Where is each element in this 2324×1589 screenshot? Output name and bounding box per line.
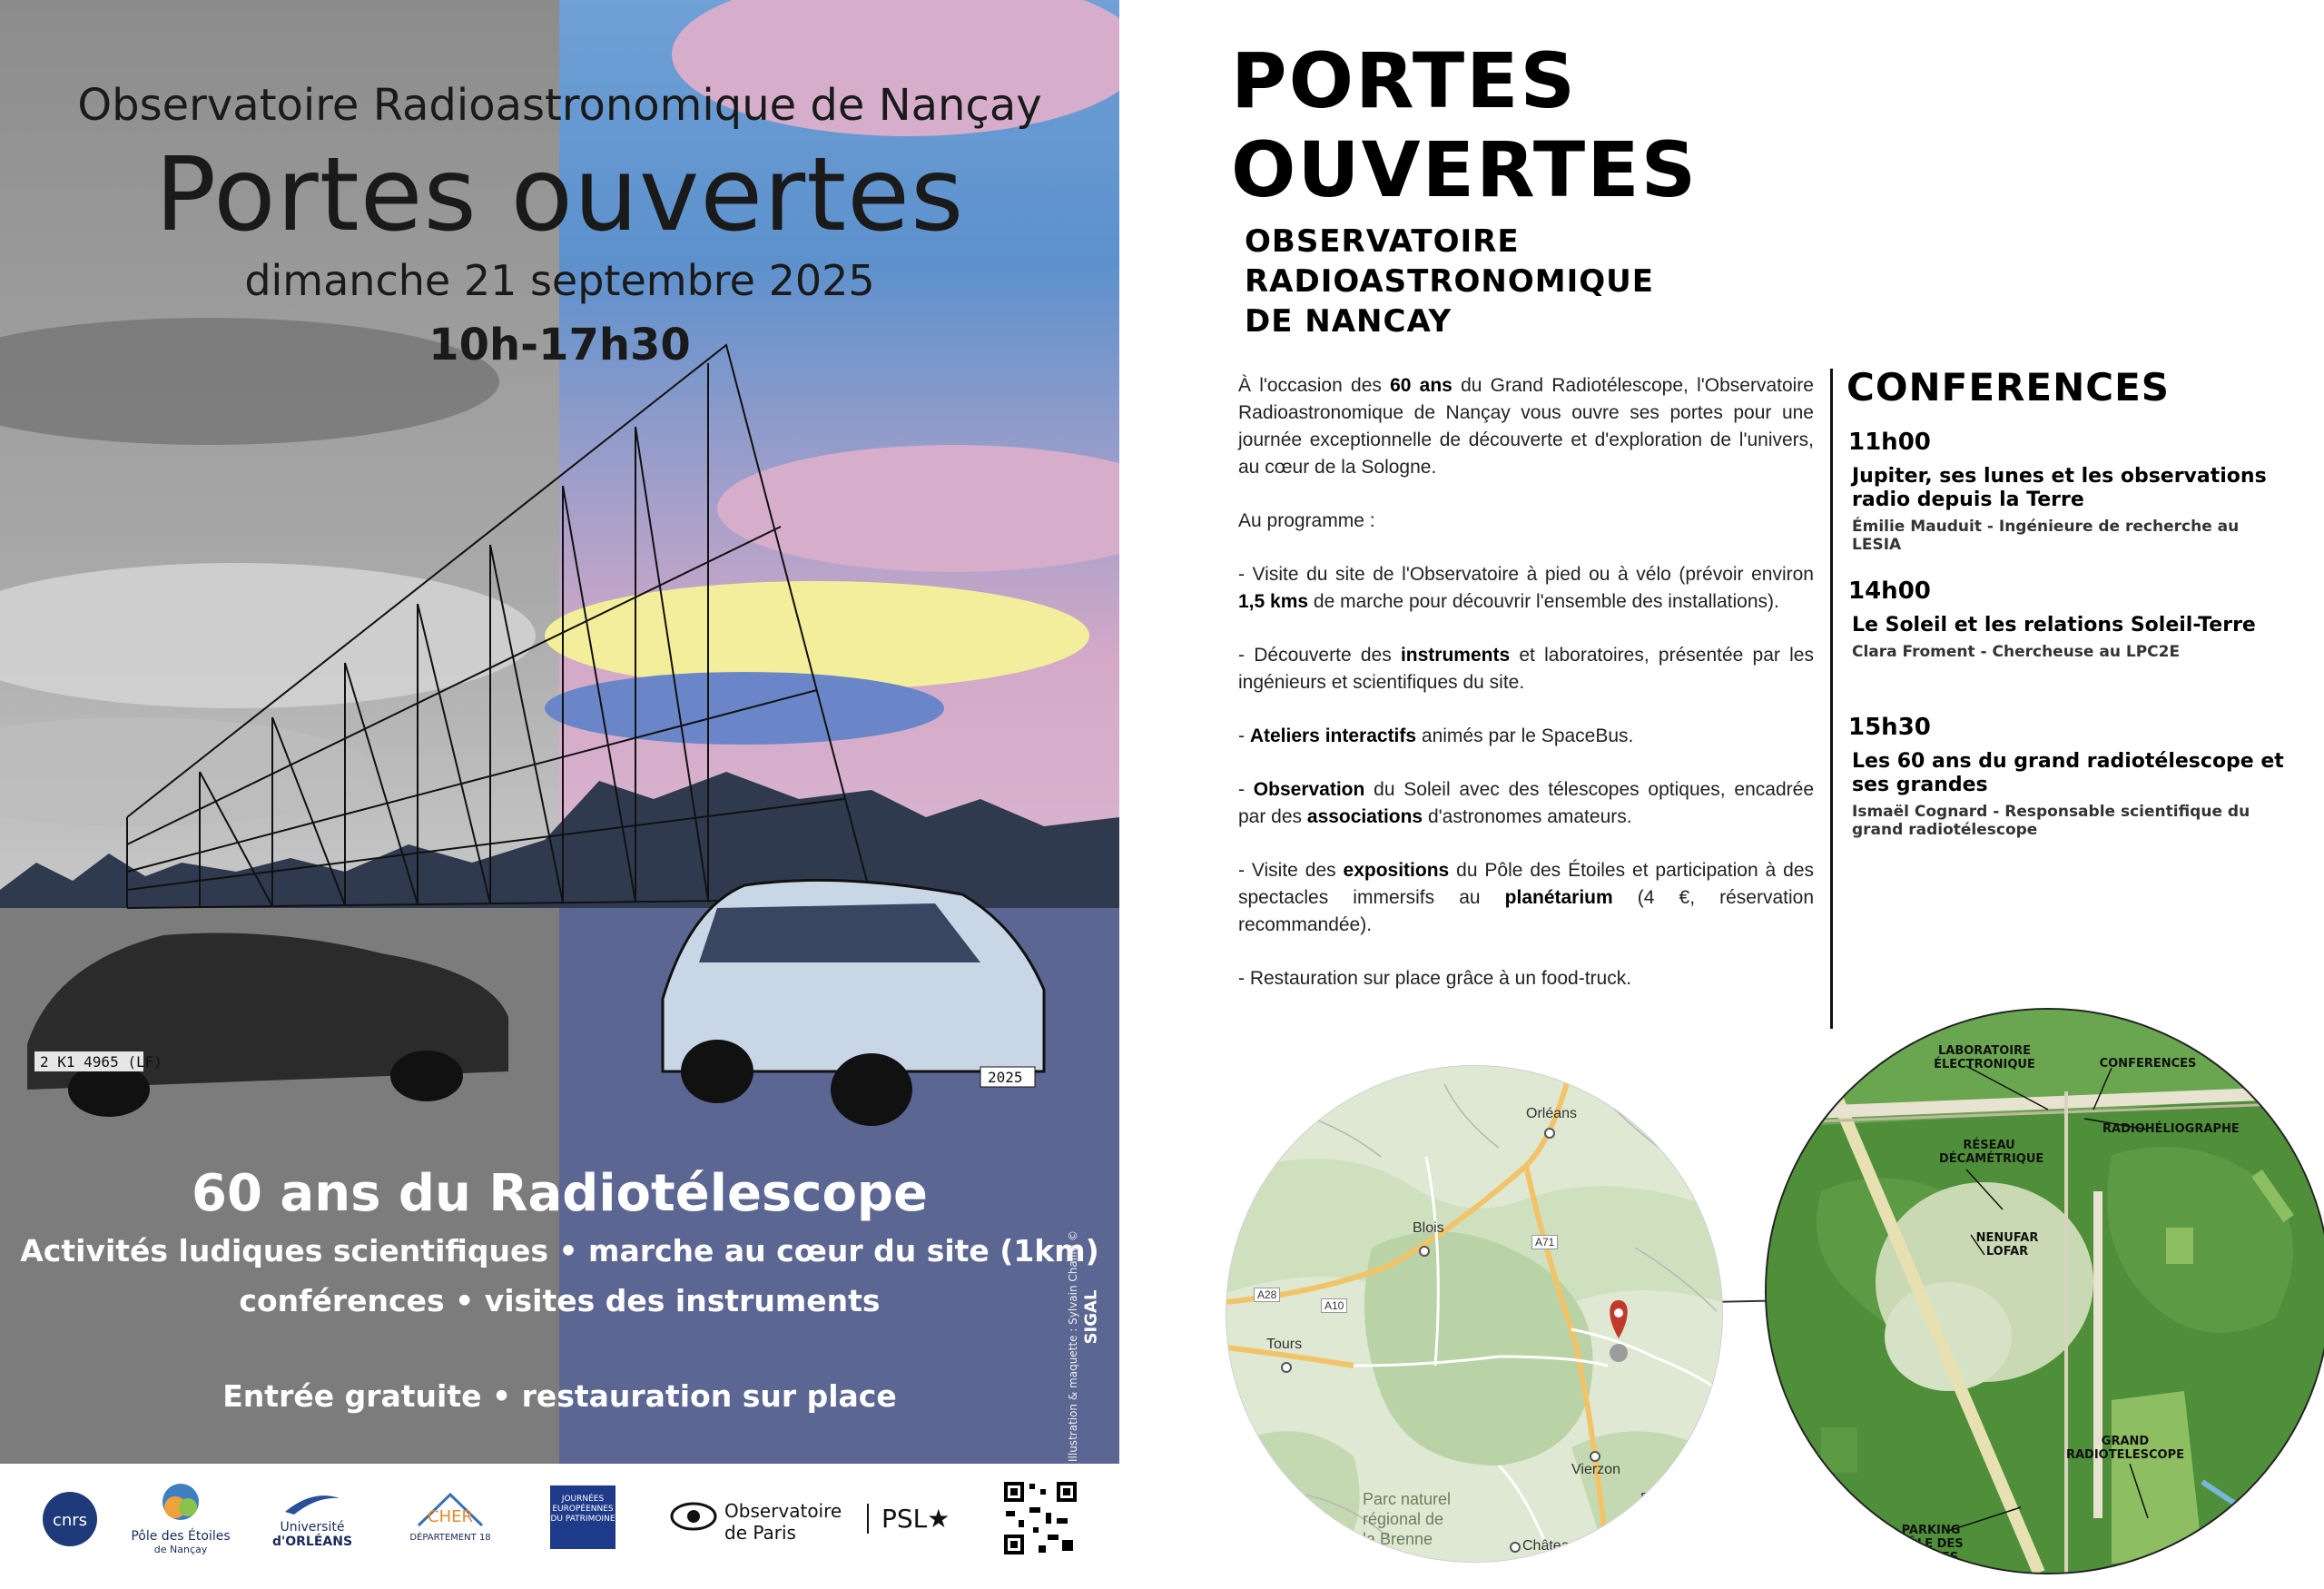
site-label-laboratory: LABORATOIRE ÉLECTRONIQUE [1934, 1044, 2035, 1071]
pole-etoiles-icon [153, 1480, 208, 1525]
observatoire-eye-icon [670, 1500, 717, 1533]
poster-observatory-name: Observatoire Radioastronomique de Nançay [77, 80, 1042, 131]
svg-text:CHER: CHER [428, 1507, 473, 1526]
park-label: Parc naturel régional de la Brenne [1363, 1490, 1452, 1548]
logo-cher: CHER DÉPARTEMENT 18 [405, 1489, 496, 1543]
site-map-wrap [1765, 1008, 2324, 1589]
poster-anniversary: 60 ans du Radiotélescope [191, 1164, 928, 1223]
program-intro: À l'occasion des 60 ans du Grand Radiotélescope, l'Observatoire Radioastronomique de Nançay vous ouvre ses portes pour une journée exceptionnelle de découverte et d'exploration de l'univers, au cœur de la Sologne. [1238, 375, 1814, 478]
road-a10: A10 [1321, 1298, 1347, 1313]
cher-icon [409, 1489, 491, 1529]
program-item-food: - Restauration sur place grâce à un food-truck. [1238, 968, 1632, 989]
electric-car-plate: 2025 [988, 1069, 1023, 1086]
logo-psl: PSL★ [867, 1504, 950, 1534]
site-label-parking: PARKING PÔLE DES ÉTOILES [1898, 1524, 1964, 1564]
poster-entry: Entrée gratuite • restauration sur place [222, 1378, 897, 1414]
subtitle-line-3: DE NANCAY [1245, 303, 1452, 340]
conference-slot [1848, 714, 2284, 839]
vintage-car-plate: 2 K1 4965 (LF) [40, 1053, 162, 1071]
poster-hours: 10h-17h30 [428, 320, 691, 370]
universite-orleans-icon [281, 1489, 344, 1516]
road-a71-north: A71 [1531, 1235, 1558, 1249]
svg-text:cnrs: cnrs [52, 1511, 88, 1530]
logo-universite-orleans: Université d'ORLÉANS [269, 1489, 356, 1549]
site-label-grand-radiotelescope: GRAND RADIOTELESCOPE [2065, 1435, 2185, 1462]
program-heading: Au programme : [1238, 510, 1375, 531]
conference-speaker: Clara Froment - Chercheuse au LPC2E [1852, 643, 2181, 661]
city-chateauroux: Châteauroux [1522, 1538, 1606, 1554]
program-item-expositions: - Visite des expositions du Pôle des Étoiles et participation à des spectacles immersifs au planétarium (4 €, réservation recommandée). [1238, 860, 1815, 935]
logo-observatoire-paris: Observatoire de Paris [670, 1500, 861, 1544]
city-orleans: Orléans [1526, 1106, 1578, 1121]
regional-map[interactable] [1226, 1065, 1723, 1563]
conferences-heading: CONFERENCES [1846, 365, 2171, 410]
program-item-workshops: - Ateliers interactifs animés par le SpaceBus. [1238, 725, 1634, 746]
site-label-decametric: RÉSEAU DÉCAMÉTRIQUE [1939, 1139, 2044, 1166]
column-divider [1830, 369, 1833, 1029]
poster-conferences-line: conférences • visites des instruments [239, 1283, 881, 1318]
conference-title: Jupiter, ses lunes et les observations radio depuis la Terre [1852, 465, 2267, 511]
conference-slot [1848, 577, 2284, 661]
partner-logos [0, 1464, 1119, 1583]
conference-title: Les 60 ans du grand radiotélescope et ses grandes [1852, 750, 2284, 796]
subtitle-line-1: OBSERVATOIRE [1245, 223, 1520, 260]
title-line-1: PORTES [1231, 36, 1578, 125]
site-label-conferences: CONFERENCES [2099, 1057, 2197, 1071]
conference-title: Le Soleil et les relations Soleil-Terre [1852, 614, 2256, 637]
poster-activities: Activités ludiques scientifiques • marche au cœur du site (1km) [20, 1233, 1099, 1268]
logo-pole-des-etoiles: Pôle des Étoiles de Nançay [131, 1480, 231, 1555]
site-map-leaders [1767, 1010, 2324, 1573]
conference-time: 14h00 [1848, 577, 1931, 605]
conference-time: 11h00 [1848, 429, 1931, 456]
program-item-visit: - Visite du site de l'Observatoire à pied ou à vélo (prévoir environ 1,5 kms de marche pour découvrir l'ensemble des installations). [1238, 564, 1814, 612]
road-a71-south: A71 [1659, 1520, 1685, 1535]
logo-journees-patrimoine: JOURNÉES EUROPÉENNES DU PATRIMOINE [550, 1485, 615, 1549]
site-label-nenufar: NENUFAR LOFAR [1975, 1231, 2039, 1258]
program-text [1238, 372, 1814, 1019]
regional-map-svg [1226, 1066, 1722, 1562]
logo-cnrs [42, 1491, 98, 1551]
conference-speaker: Émilie Mauduit - Ingénieure de recherche au LESIA [1852, 518, 2240, 554]
event-poster [0, 0, 1119, 1464]
program-item-instruments: - Découverte des instruments et laboratoires, présentée par les ingénieurs et scientifiques du site. [1238, 645, 1814, 693]
poster-date: dimanche 21 septembre 2025 [244, 256, 875, 305]
cnrs-logo-icon [42, 1491, 98, 1547]
poster-credit [1067, 1435, 1079, 1462]
city-bourges: Bourges [1640, 1491, 1695, 1506]
city-vierzon: Vierzon [1571, 1462, 1620, 1477]
road-a28: A28 [1254, 1288, 1280, 1302]
subtitle-line-2: RADIOASTRONOMIQUE [1245, 263, 1655, 300]
poster-signature: SIGAL [1081, 1289, 1101, 1345]
site-map[interactable] [1765, 1008, 2324, 1574]
qr-code[interactable] [1002, 1480, 1078, 1560]
conference-slot [1848, 429, 2284, 554]
poster-title: Portes ouvertes [154, 136, 965, 254]
site-label-radioheliograph: RADIOHÉLIOGRAPHE [2102, 1122, 2240, 1136]
city-blois: Blois [1413, 1220, 1444, 1236]
conference-time: 15h30 [1848, 714, 1931, 741]
qr-code-icon [1002, 1480, 1078, 1556]
title-line-2: OUVERTES [1231, 125, 1699, 214]
city-tours: Tours [1266, 1337, 1303, 1352]
program-item-observation: - Observation du Soleil avec des télescopes optiques, encadrée par des associations d'astronomes amateurs. [1238, 779, 1815, 827]
conference-speaker: Ismaël Cognard - Responsable scientifique du grand radiotélescope [1852, 803, 2250, 839]
